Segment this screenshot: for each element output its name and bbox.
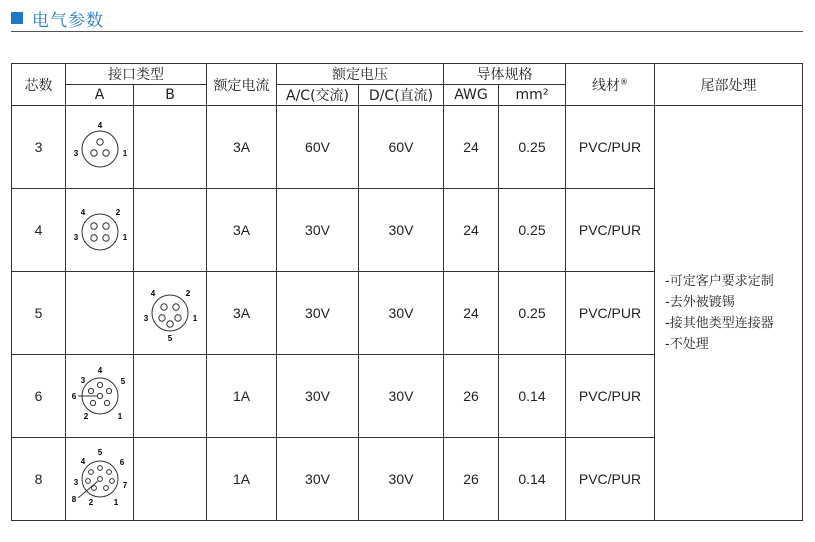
svg-text:4: 4: [97, 121, 102, 130]
cell-voltage-dc: 60V: [359, 106, 444, 189]
cell-type-b: [134, 189, 207, 272]
cell-type-b: [134, 438, 207, 521]
tail-option: -可定客户要求定制: [665, 274, 774, 289]
cell-cores: 5: [12, 272, 66, 355]
table-row: [12, 106, 803, 189]
svg-text:8: 8: [71, 495, 76, 504]
svg-text:2: 2: [83, 412, 88, 421]
cell-voltage-ac: 30V: [277, 189, 359, 272]
svg-text:3: 3: [73, 233, 78, 242]
cell-awg: 24: [444, 106, 499, 189]
cell-current: 3A: [207, 272, 277, 355]
header-mm2: mm²: [499, 85, 566, 106]
tail-option: -不处理: [665, 337, 709, 352]
cell-awg: 26: [444, 355, 499, 438]
cell-cores: 3: [12, 106, 66, 189]
header-tail: 尾部处理: [655, 64, 803, 106]
header-voltage-ac: A/C(交流): [277, 85, 359, 106]
svg-text:2: 2: [115, 208, 120, 217]
tail-option: -去外被镀锡: [665, 295, 735, 310]
cell-current: 3A: [207, 106, 277, 189]
cell-cores: 6: [12, 355, 66, 438]
header-conductor-spec: 导体规格: [444, 64, 566, 85]
svg-text:3: 3: [80, 376, 85, 385]
cell-cores: 4: [12, 189, 66, 272]
cell-mm2: 0.25: [499, 272, 566, 355]
cell-type-a: [66, 106, 134, 189]
header-cores: 芯数: [12, 64, 66, 106]
section-header: [11, 7, 104, 29]
cell-wire: PVC/PUR: [566, 189, 655, 272]
electrical-parameters-table: [11, 63, 803, 521]
cell-voltage-ac: 30V: [277, 355, 359, 438]
connector-5pin-icon: [139, 283, 201, 343]
svg-text:3: 3: [73, 149, 78, 158]
svg-text:2: 2: [88, 498, 93, 507]
cell-voltage-ac: 60V: [277, 106, 359, 189]
svg-text:1: 1: [122, 149, 127, 158]
svg-text:1: 1: [192, 314, 198, 323]
cell-type-a: [66, 438, 134, 521]
cell-type-b: [134, 355, 207, 438]
svg-text:4: 4: [150, 289, 156, 298]
svg-text:1: 1: [122, 233, 127, 242]
svg-text:3: 3: [143, 314, 149, 323]
header-rated-current: 额定电流: [207, 64, 277, 106]
cell-current: 3A: [207, 189, 277, 272]
cell-voltage-dc: 30V: [359, 355, 444, 438]
cell-type-a: [66, 355, 134, 438]
cell-awg: 24: [444, 272, 499, 355]
svg-text:6: 6: [119, 458, 124, 467]
svg-text:5: 5: [97, 448, 102, 457]
cell-current: 1A: [207, 438, 277, 521]
section-marker-icon: [11, 12, 23, 24]
cell-cores: 8: [12, 438, 66, 521]
cell-voltage-ac: 30V: [277, 438, 359, 521]
cell-voltage-dc: 30V: [359, 438, 444, 521]
cell-wire: PVC/PUR: [566, 438, 655, 521]
cell-voltage-ac: 30V: [277, 272, 359, 355]
cell-voltage-dc: 30V: [359, 272, 444, 355]
svg-text:7: 7: [122, 481, 127, 490]
connector-3pin-icon: [69, 119, 131, 175]
svg-text:4: 4: [80, 457, 85, 466]
header-type-a: A: [66, 85, 134, 106]
svg-text:1: 1: [117, 412, 122, 421]
cell-type-b: [134, 106, 207, 189]
header-wire: [566, 64, 655, 106]
cell-awg: 26: [444, 438, 499, 521]
title-divider: [11, 31, 803, 32]
connector-8pin-icon: [69, 446, 131, 512]
header-wire-label: 线材: [592, 77, 620, 94]
cell-awg: 24: [444, 189, 499, 272]
svg-text:4: 4: [97, 366, 102, 375]
cell-wire: PVC/PUR: [566, 272, 655, 355]
cell-mm2: 0.25: [499, 189, 566, 272]
cell-type-a: [66, 272, 134, 355]
svg-text:5: 5: [167, 334, 173, 343]
connector-4pin-icon: [69, 202, 131, 258]
cell-current: 1A: [207, 355, 277, 438]
svg-text:4: 4: [80, 208, 85, 217]
registered-mark: ®: [620, 76, 628, 86]
header-interface-type: 接口类型: [66, 64, 207, 85]
cell-voltage-dc: 30V: [359, 189, 444, 272]
cell-type-a: [66, 189, 134, 272]
cell-mm2: 0.14: [499, 438, 566, 521]
cell-type-b: [134, 272, 207, 355]
header-type-b: B: [134, 85, 207, 106]
svg-text:2: 2: [185, 289, 191, 298]
tail-processing-cell: [655, 106, 803, 521]
cell-mm2: 0.25: [499, 106, 566, 189]
svg-text:1: 1: [113, 498, 118, 507]
svg-text:5: 5: [120, 377, 125, 386]
svg-text:3: 3: [73, 478, 78, 487]
section-title: 电气参数: [32, 10, 104, 31]
tail-option: -接其他类型连接器: [665, 316, 774, 331]
cell-wire: PVC/PUR: [566, 355, 655, 438]
cell-mm2: 0.14: [499, 355, 566, 438]
cell-wire: PVC/PUR: [566, 106, 655, 189]
header-awg: AWG: [444, 85, 499, 106]
connector-6pin-icon: [69, 365, 131, 427]
svg-text:6: 6: [71, 392, 76, 401]
header-rated-voltage: 额定电压: [277, 64, 444, 85]
header-voltage-dc: D/C(直流): [359, 85, 444, 106]
